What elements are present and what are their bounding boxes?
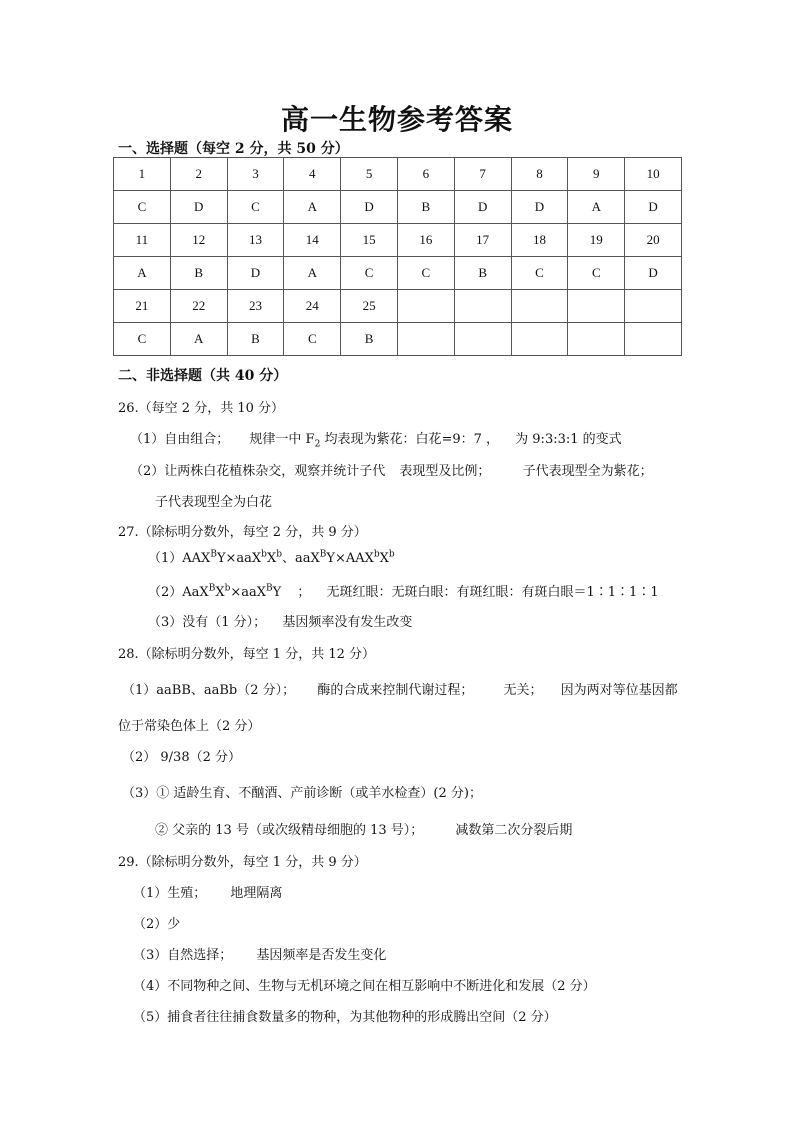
answer-cell: B (454, 257, 511, 290)
table-row (114, 191, 682, 224)
q29-l3-b: 基因频率是否发生变化 (256, 948, 387, 963)
q29-line-4: （4）不同物种之间、生物与无机环境之间在相互影响中不断进化和发展（2 分） (133, 979, 596, 994)
answer-cell: B (341, 323, 398, 356)
question-number-cell: 5 (341, 158, 398, 191)
answer-cell: C (114, 323, 171, 356)
question-number-cell: 8 (511, 158, 568, 191)
answer-cell: D (170, 191, 227, 224)
q27-l3-a: （3）没有（1 分）； (148, 615, 267, 630)
q27-l2-genotype: $AaX^BX^b\times aaX^BY$ (182, 583, 282, 600)
answer-cell: C (341, 257, 398, 290)
question-number-cell: 21 (114, 290, 171, 323)
question-number-cell: 24 (284, 290, 341, 323)
table-row (114, 158, 682, 191)
q26-l1-a: （1）自由组合； (130, 432, 230, 447)
question-number-cell: 15 (341, 224, 398, 257)
answer-cell: D (511, 191, 568, 224)
q26-l1-b1: 规律一中 F (249, 432, 315, 447)
section-1-heading: 一、选择题（每空 2 分，共 50 分） (118, 141, 349, 157)
question-number-cell: 12 (170, 224, 227, 257)
q28-line-5 (155, 819, 572, 838)
q27-l2-sep: ； (297, 585, 311, 600)
answer-cell: D (625, 191, 682, 224)
q26-l1-sub: 2 (314, 439, 321, 450)
q28-l5-b: 减数第二次分裂后期 (455, 823, 573, 838)
answer-cell: C (227, 191, 284, 224)
q26-l1-b2: 均表现为紫花：白花=9：7 ， (320, 432, 500, 447)
q29-line-2: （2）少 (133, 917, 181, 932)
answer-cell: D (341, 191, 398, 224)
q28-l1-d: 因为两对等位基因都 (560, 683, 678, 698)
question-number-cell: 6 (397, 158, 454, 191)
answer-cell (511, 323, 568, 356)
question-number-cell: 9 (568, 158, 625, 191)
q29-l1-b: 地理隔离 (230, 886, 283, 901)
question-number-cell (397, 290, 454, 323)
q27-line-3 (148, 611, 412, 630)
q29-l1-a: （1）生殖； (133, 886, 207, 901)
q26-l1-b (249, 432, 500, 450)
q26-header: 26.（每空 2 分，共 10 分） (118, 401, 285, 416)
q26-line-3: 子代表现型全为白花 (155, 495, 273, 510)
q28-line-2: 位于常染色体上（2 分） (118, 719, 261, 734)
q28-line-4: （3）① 适龄生育、不酗酒、产前诊断（或羊水检查）(2 分)； (122, 786, 482, 801)
question-number-cell: 16 (397, 224, 454, 257)
answer-table (113, 157, 682, 356)
answer-cell: C (114, 191, 171, 224)
q26-l2-c: 子代表现型全为紫花； (522, 464, 653, 479)
q29-line-3 (133, 944, 386, 963)
q26-l2-a: （2）让两株白花植株杂交，观察并统计子代 (130, 464, 386, 479)
answer-cell: C (284, 323, 341, 356)
question-number-cell: 1 (114, 158, 171, 191)
question-number-cell: 17 (454, 224, 511, 257)
table-row (114, 323, 682, 356)
table-row (114, 290, 682, 323)
answer-cell: B (227, 323, 284, 356)
question-number-cell (568, 290, 625, 323)
q28-l5-a: ② 父亲的 13 号（或次级精母细胞的 13 号）； (155, 823, 424, 838)
answer-cell (625, 323, 682, 356)
q28-l1-b: 酶的合成来控制代谢过程； (317, 683, 474, 698)
q28-l1-a: （1）aaBB、aaBb（2 分）； (122, 683, 296, 698)
q26-l1-c: 为 9:3:3:1 的变式 (515, 432, 622, 447)
question-number-cell (454, 290, 511, 323)
answer-cell: A (284, 191, 341, 224)
question-number-cell: 13 (227, 224, 284, 257)
q28-line-3: （2） 9/38（2 分） (122, 750, 241, 765)
q27-l1-genotype: $AAX^BY\times aaX^bX^b$、$aaX^BY\times AAX^bX^b$ (182, 549, 395, 566)
q28-l1-c: 无关； (503, 683, 543, 698)
q27-l3-b: 基因频率没有发生改变 (282, 615, 413, 630)
q28-header: 28.（除标明分数外，每空 1 分，共 12 分） (118, 647, 376, 662)
answer-cell: C (397, 257, 454, 290)
answer-cell: B (397, 191, 454, 224)
answer-cell: C (568, 257, 625, 290)
answer-cell: C (511, 257, 568, 290)
q27-line-1 (148, 547, 395, 566)
q29-line-5: （5）捕食者往往捕食数量多的物种，为其他物种的形成腾出空间（2 分） (133, 1010, 557, 1025)
q27-l1-label: （1） (148, 551, 183, 566)
answer-cell: B (170, 257, 227, 290)
question-number-cell: 20 (625, 224, 682, 257)
page-title: 高一生物参考答案 (280, 103, 513, 136)
answer-cell: A (114, 257, 171, 290)
q26-line-1 (130, 428, 622, 450)
q26-l2-b: 表现型及比例； (399, 464, 491, 479)
q29-line-1 (133, 882, 282, 901)
q27-line-2 (148, 581, 659, 600)
q27-l2-label: （2） (148, 585, 183, 600)
question-number-cell: 19 (568, 224, 625, 257)
question-number-cell: 11 (114, 224, 171, 257)
answer-cell (454, 323, 511, 356)
table-row (114, 224, 682, 257)
table-row (114, 257, 682, 290)
q29-l3-a: （3）自然选择； (133, 948, 233, 963)
question-number-cell: 23 (227, 290, 284, 323)
answer-cell (568, 323, 625, 356)
answer-cell: A (568, 191, 625, 224)
question-number-cell: 7 (454, 158, 511, 191)
q27-header: 27.（除标明分数外，每空 2 分，共 9 分） (118, 525, 367, 540)
section-2-heading: 二、非选择题（共 40 分） (118, 368, 288, 384)
question-number-cell: 4 (284, 158, 341, 191)
question-number-cell: 10 (625, 158, 682, 191)
q27-l2-ratio: 无斑红眼：无斑白眼：有斑红眼：有斑白眼＝1∶1∶1∶1 (326, 585, 659, 600)
q29-header: 29.（除标明分数外，每空 1 分，共 9 分） (118, 855, 367, 870)
question-number-cell: 2 (170, 158, 227, 191)
question-number-cell: 18 (511, 224, 568, 257)
answer-cell (397, 323, 454, 356)
q26-line-2 (130, 460, 653, 479)
answer-cell: D (625, 257, 682, 290)
question-number-cell: 22 (170, 290, 227, 323)
question-number-cell: 3 (227, 158, 284, 191)
question-number-cell (625, 290, 682, 323)
question-number-cell: 25 (341, 290, 398, 323)
answer-cell: D (454, 191, 511, 224)
answer-cell: D (227, 257, 284, 290)
answer-cell: A (170, 323, 227, 356)
answer-cell: A (284, 257, 341, 290)
q28-line-1 (122, 679, 678, 698)
question-number-cell (511, 290, 568, 323)
question-number-cell: 14 (284, 224, 341, 257)
